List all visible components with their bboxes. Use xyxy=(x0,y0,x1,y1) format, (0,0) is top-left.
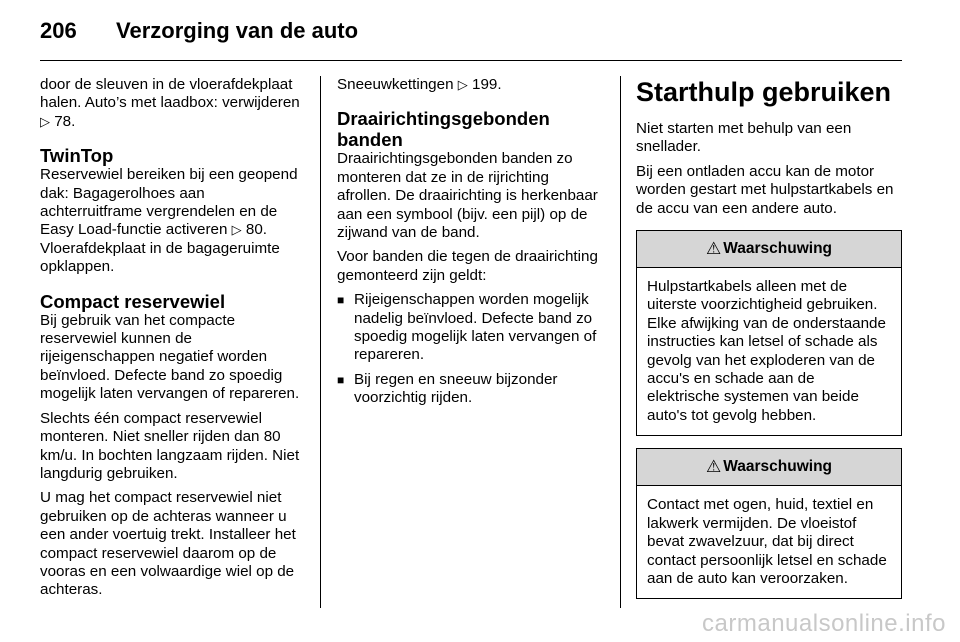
section-heading-compact-spare: Compact reservewiel xyxy=(40,290,226,312)
site-watermark: carmanualsonline.info xyxy=(702,610,946,637)
warning-header xyxy=(637,449,901,486)
column-divider-1 xyxy=(320,76,321,608)
warning-triangle-icon: ⚠ xyxy=(705,238,722,258)
reference-arrow-icon: ▷ xyxy=(457,77,468,92)
list-item: ■ Rijeigenschappen worden mogelijk nadelig beïnvloed. Defecte band zo spoedig mogelijk laten vervangen of repareren. xyxy=(337,291,597,364)
page-reference[interactable]: 80. xyxy=(245,221,268,239)
column-1 xyxy=(40,76,306,606)
section-heading-jump-start: Starthulp gebruiken xyxy=(636,77,892,107)
page-reference[interactable]: 199. xyxy=(472,76,502,93)
warning-label: Waarschuwing xyxy=(723,458,833,476)
warning-body xyxy=(637,486,901,598)
warning-box-1 xyxy=(636,230,902,436)
compact-paragraph-2: Slechts één compact reservewiel monteren. Niet sneller rijden dan 80 km/u. In bochten langzaam rijden. Niet langdurig gebruiken. xyxy=(40,409,300,482)
compact-paragraph-1: Bij gebruik van het compacte reservewiel kunnen de rijeigenschappen negatief worden beïnvloed. Defecte band zo spoedig mogelijk laten vervangen of repareren. xyxy=(40,311,300,403)
warning-box-2 xyxy=(636,448,902,599)
intro-paragraph: door de sleuven in de vloerafdekplaat halen. Auto’s met laadbox: verwijderen ▷ 78. xyxy=(40,76,300,130)
reference-arrow-icon: ▷ xyxy=(40,113,50,129)
warning-text: Contact met ogen, huid, textiel en lakwerk vermijden. De vloeistof bevat zwavelzuur, dat bij direct contact persoonlijk letsel en schade aan de auto kan veroorzaken. xyxy=(647,496,887,587)
section-heading-twintop: TwinTop xyxy=(40,145,114,167)
square-bullet-icon: ■ xyxy=(337,293,345,308)
section-heading-directional-tyres: Draairichtingsgebonden banden xyxy=(337,108,550,151)
warning-body xyxy=(637,268,901,435)
page-title: Verzorging van de auto xyxy=(116,18,359,43)
reference-arrow-icon: ▷ xyxy=(231,222,242,238)
warning-header xyxy=(637,231,901,268)
directional-tyres-paragraph-1: Draairichtingsgebonden banden zo monteren dat ze in de rijrichting afrollen. De draairichting is herkenbaar aan een symbool (bijv. een pijl) op de zijwand van de band. xyxy=(337,150,598,242)
warning-label: Waarschuwing xyxy=(723,239,833,257)
column-divider-2 xyxy=(620,76,621,608)
compact-paragraph-3: U mag het compact reservewiel niet gebruiken op de achteras wanneer u een ander voertuig trekt. Installeer het compact reservewiel daarom op de vooras en een volwaardige wiel op de achteras. xyxy=(40,489,296,599)
warning-triangle-icon: ⚠ xyxy=(705,457,722,477)
snow-chains-reference: Sneeuwkettingen ▷ 199. xyxy=(337,76,502,93)
column-3 xyxy=(636,76,902,599)
list-item: ■ Bij regen en sneeuw bijzonder voorzichtig rijden. xyxy=(337,370,558,407)
page-reference[interactable]: 78. xyxy=(54,112,76,130)
jump-start-paragraph-2: Bij een ontladen accu kan de motor worden gestart met hulpstartkabels en de accu van een andere auto. xyxy=(636,162,894,217)
page-number: 206 xyxy=(40,18,77,43)
directional-tyres-list xyxy=(337,291,603,407)
directional-tyres-paragraph-2: Voor banden die tegen de draairichting gemonteerd zijn geldt: xyxy=(337,248,598,284)
jump-start-paragraph-1: Niet starten met behulp van een snellader. xyxy=(636,120,852,156)
twintop-paragraph: Reservewiel bereiken bij een geopend dak: Bagagerolhoes aan achterruitframe vergrendelen en de Easy Load-functie activeren ▷ 80. Vloerafdekplaat in de bagageruimte opklappen. xyxy=(40,166,298,276)
column-2 xyxy=(337,76,603,414)
square-bullet-icon: ■ xyxy=(337,372,345,387)
header-divider xyxy=(40,60,902,61)
warning-text: Hulpstartkabels alleen met de uiterste voorzichtigheid gebruiken. Elke afwijking van de onderstaande instructies kan letsel of schade als gevolg van het exploderen van de accu's en schade aan de elektrische systemen van beide auto's tot gevolg hebben. xyxy=(647,278,886,424)
page-header xyxy=(40,18,358,48)
